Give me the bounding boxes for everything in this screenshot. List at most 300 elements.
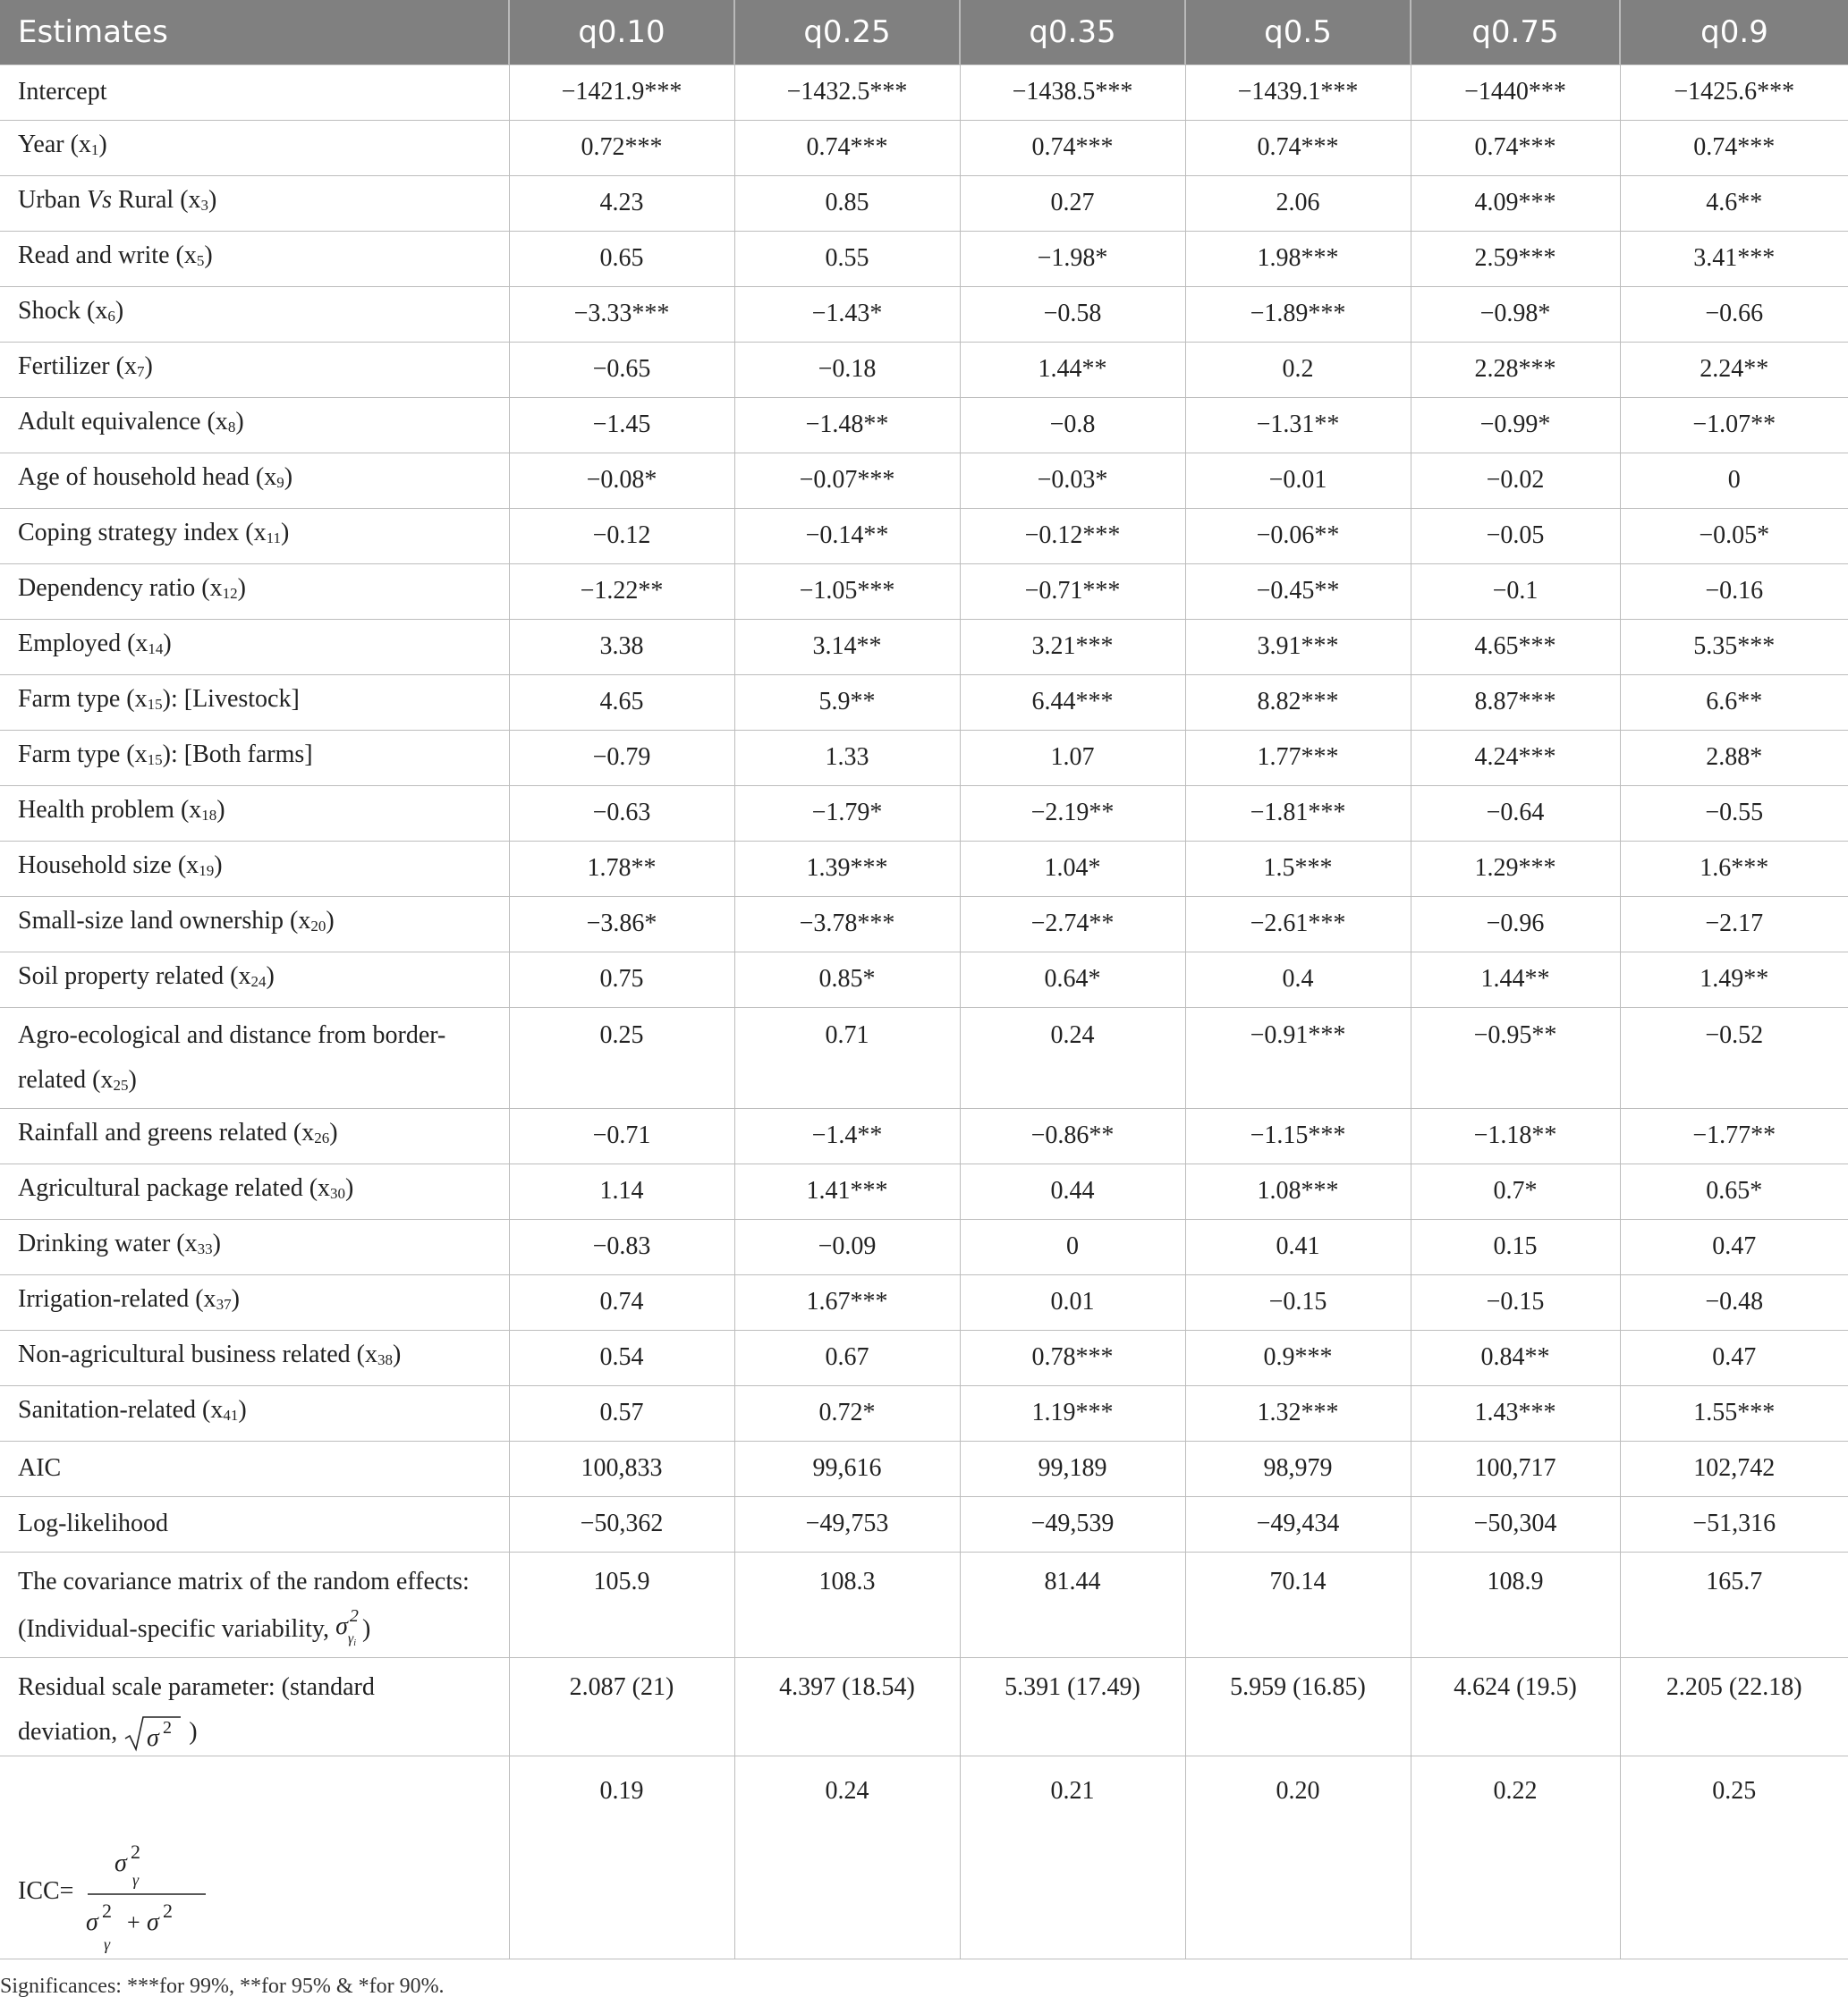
svg-text:2: 2 xyxy=(163,1899,174,1922)
estimate-cell: 6.44*** xyxy=(960,674,1185,730)
covariance-value: 81.44 xyxy=(960,1552,1185,1657)
residual-value: 4.397 (18.54) xyxy=(734,1657,960,1756)
residual-value: 2.205 (22.18) xyxy=(1620,1657,1848,1756)
row-label-text: Urban Vs Rural (x xyxy=(18,186,201,214)
icc-row xyxy=(0,1756,1848,1959)
row-label xyxy=(0,1007,509,1108)
estimate-cell: −1.22** xyxy=(509,563,734,619)
icc-label xyxy=(0,1756,509,1959)
row-label-text: Age of household head (x xyxy=(18,463,277,491)
row-label-suffix: ) xyxy=(238,1396,247,1424)
row-label xyxy=(0,1108,509,1164)
row-label xyxy=(0,952,509,1007)
table-body xyxy=(0,64,1848,1959)
estimate-cell: 100,717 xyxy=(1411,1441,1620,1496)
row-label-suffix: ) xyxy=(329,1119,338,1147)
estimate-cell: −0.71 xyxy=(509,1108,734,1164)
row-label-suffix: ) xyxy=(163,630,172,657)
estimate-cell: −0.07*** xyxy=(734,453,960,508)
row-label-text: Agro-ecological and distance from border-related (x xyxy=(18,1020,446,1094)
table-row xyxy=(0,120,1848,175)
estimate-cell: 4.6** xyxy=(1620,175,1848,231)
estimate-cell: 1.08*** xyxy=(1185,1164,1411,1219)
row-label-suffix: ) xyxy=(284,463,293,491)
estimate-cell: 0.71 xyxy=(734,1007,960,1108)
estimate-cell: 1.67*** xyxy=(734,1274,960,1330)
row-label xyxy=(0,342,509,397)
estimate-cell: 1.5*** xyxy=(1185,841,1411,896)
row-label-subscript: 9 xyxy=(276,474,284,491)
row-label xyxy=(0,841,509,896)
row-label xyxy=(0,397,509,453)
row-label-suffix: ) xyxy=(208,186,217,214)
row-label-subscript: 24 xyxy=(250,973,267,990)
estimate-cell: 0.72* xyxy=(734,1385,960,1441)
estimate-cell: −1.89*** xyxy=(1185,286,1411,342)
estimate-cell: −1.98* xyxy=(960,231,1185,286)
table-row xyxy=(0,1108,1848,1164)
estimate-cell: 0.67 xyxy=(734,1330,960,1385)
estimate-cell: 1.14 xyxy=(509,1164,734,1219)
estimate-cell: −0.8 xyxy=(960,397,1185,453)
estimate-cell: 0.24 xyxy=(960,1007,1185,1108)
estimate-cell: −1.05*** xyxy=(734,563,960,619)
estimate-cell: −1.45 xyxy=(509,397,734,453)
row-label-subscript: 11 xyxy=(266,529,281,546)
row-label-subscript: 25 xyxy=(113,1076,129,1094)
estimate-cell: 0 xyxy=(960,1219,1185,1274)
estimate-cell: −2.17 xyxy=(1620,896,1848,952)
estimate-cell: −1.79* xyxy=(734,785,960,841)
table-row xyxy=(0,563,1848,619)
estimate-cell: −1.31** xyxy=(1185,397,1411,453)
estimate-cell: −1.15*** xyxy=(1185,1108,1411,1164)
estimate-cell: 4.23 xyxy=(509,175,734,231)
svg-text:γ: γ xyxy=(104,1934,111,1953)
estimate-cell: 0.74*** xyxy=(1185,120,1411,175)
estimate-cell: 1.44** xyxy=(1411,952,1620,1007)
estimate-cell: 2.24** xyxy=(1620,342,1848,397)
row-label-suffix: ) xyxy=(98,131,107,158)
estimate-cell: −0.71*** xyxy=(960,563,1185,619)
row-label xyxy=(0,175,509,231)
svg-text:2: 2 xyxy=(102,1899,113,1922)
estimate-cell: 0.74*** xyxy=(1411,120,1620,175)
row-label-text: Farm type (x xyxy=(18,740,148,768)
estimate-cell: −1.07** xyxy=(1620,397,1848,453)
residual-value: 4.624 (19.5) xyxy=(1411,1657,1620,1756)
estimate-cell: −2.61*** xyxy=(1185,896,1411,952)
estimate-cell: −1440*** xyxy=(1411,64,1620,120)
row-label xyxy=(0,619,509,674)
estimate-cell: 0.85 xyxy=(734,175,960,231)
row-label-text: Employed (x xyxy=(18,630,148,657)
estimate-cell: −1.18** xyxy=(1411,1108,1620,1164)
estimate-cell: 3.91*** xyxy=(1185,619,1411,674)
row-label-text: Dependency ratio (x xyxy=(18,574,223,602)
row-label-text: Household size (x xyxy=(18,851,199,879)
estimate-cell: 0.74*** xyxy=(960,120,1185,175)
estimate-cell: −0.79 xyxy=(509,730,734,785)
row-label-subscript: 19 xyxy=(199,862,215,879)
row-label-text: AIC xyxy=(18,1454,62,1482)
table-row xyxy=(0,342,1848,397)
estimate-cell: 98,979 xyxy=(1185,1441,1411,1496)
table-row xyxy=(0,453,1848,508)
row-label-subscript: 41 xyxy=(223,1407,239,1424)
estimate-cell: 2.28*** xyxy=(1411,342,1620,397)
table-row xyxy=(0,785,1848,841)
sqrt-sigma-symbol xyxy=(123,1714,182,1753)
estimate-cell: 0.54 xyxy=(509,1330,734,1385)
row-label-suffix: ) xyxy=(231,1285,240,1313)
table-row xyxy=(0,1007,1848,1108)
estimate-cell: −0.98* xyxy=(1411,286,1620,342)
estimate-cell: 1.04* xyxy=(960,841,1185,896)
residual-label-line2: deviation, xyxy=(18,1717,118,1746)
estimate-cell: 1.32*** xyxy=(1185,1385,1411,1441)
icc-value: 0.22 xyxy=(1411,1756,1620,1959)
estimate-cell: 0.4 xyxy=(1185,952,1411,1007)
estimate-cell: −0.64 xyxy=(1411,785,1620,841)
row-label xyxy=(0,286,509,342)
table-row xyxy=(0,175,1848,231)
row-label-text: Small-size land ownership (x xyxy=(18,907,311,935)
row-label xyxy=(0,453,509,508)
table-row xyxy=(0,1385,1848,1441)
row-label-text: Irrigation-related (x xyxy=(18,1285,216,1313)
estimate-cell: −49,434 xyxy=(1185,1496,1411,1552)
row-label-subscript: 15 xyxy=(147,751,163,768)
estimate-cell: 4.09*** xyxy=(1411,175,1620,231)
estimate-cell: −1.4** xyxy=(734,1108,960,1164)
estimate-cell: −0.05* xyxy=(1620,508,1848,563)
row-label-subscript: 1 xyxy=(90,141,99,158)
covariance-row xyxy=(0,1552,1848,1657)
estimate-cell: 0.01 xyxy=(960,1274,1185,1330)
residual-value: 5.391 (17.49) xyxy=(960,1657,1185,1756)
header-q09: q0.9 xyxy=(1620,0,1848,64)
estimate-cell: −0.48 xyxy=(1620,1274,1848,1330)
estimate-cell: 3.38 xyxy=(509,619,734,674)
table-row xyxy=(0,1441,1848,1496)
table-row xyxy=(0,674,1848,730)
svg-text:σ: σ xyxy=(86,1908,99,1936)
svg-text:σ: σ xyxy=(114,1849,128,1877)
svg-text:2: 2 xyxy=(131,1840,141,1863)
estimate-cell: 0.74 xyxy=(509,1274,734,1330)
header-row xyxy=(0,0,1848,64)
covariance-label: The covariance matrix of the random effects: (Individual-specific variability, σ $^2_{\gamma_i}$ ) xyxy=(0,1552,509,1657)
row-label-suffix: ) xyxy=(114,297,124,325)
header-q035: q0.35 xyxy=(960,0,1185,64)
row-label-text: Rainfall and greens related (x xyxy=(18,1119,315,1147)
estimate-cell: −3.33*** xyxy=(509,286,734,342)
row-label-suffix: ) xyxy=(128,1065,137,1094)
estimate-cell: 0.15 xyxy=(1411,1219,1620,1274)
row-label-subscript: 3 xyxy=(200,197,209,214)
estimate-cell: −1421.9*** xyxy=(509,64,734,120)
estimate-cell: −2.74** xyxy=(960,896,1185,952)
row-label-subscript: 38 xyxy=(377,1351,393,1368)
estimate-cell: −0.03* xyxy=(960,453,1185,508)
estimate-cell: −0.02 xyxy=(1411,453,1620,508)
estimate-cell: 5.9** xyxy=(734,674,960,730)
estimate-cell: 0.47 xyxy=(1620,1219,1848,1274)
estimate-cell: −51,316 xyxy=(1620,1496,1848,1552)
row-label-subscript: 6 xyxy=(107,308,115,325)
estimate-cell: −0.65 xyxy=(509,342,734,397)
row-label-subscript: 37 xyxy=(216,1296,232,1313)
estimate-cell: −1.43* xyxy=(734,286,960,342)
estimate-cell: −0.18 xyxy=(734,342,960,397)
estimate-cell: 100,833 xyxy=(509,1441,734,1496)
covariance-label-line2: (Individual-specific variability, xyxy=(18,1614,330,1643)
row-label-text: Log-likelihood xyxy=(18,1510,168,1537)
row-label xyxy=(0,64,509,120)
estimate-cell: 2.59*** xyxy=(1411,231,1620,286)
header-estimates: Estimates xyxy=(0,0,509,64)
svg-text:σ: σ xyxy=(147,1908,160,1936)
row-label-suffix: ) xyxy=(204,241,213,269)
row-label-text: Coping strategy index (x xyxy=(18,519,267,546)
row-label xyxy=(0,1496,509,1552)
row-label-text: Health problem (x xyxy=(18,796,202,824)
table-row xyxy=(0,1274,1848,1330)
row-label-suffix: ) xyxy=(216,796,225,824)
row-label-text: Shock (x xyxy=(18,297,108,325)
estimate-cell: −1.77** xyxy=(1620,1108,1848,1164)
estimate-cell: −0.01 xyxy=(1185,453,1411,508)
row-label xyxy=(0,896,509,952)
estimate-cell: 4.65*** xyxy=(1411,619,1620,674)
icc-value: 0.19 xyxy=(509,1756,734,1959)
row-label xyxy=(0,1385,509,1441)
row-label-subscript: 15 xyxy=(147,696,163,713)
estimate-cell: 0.78*** xyxy=(960,1330,1185,1385)
svg-text:+: + xyxy=(127,1908,141,1935)
estimate-cell: −0.83 xyxy=(509,1219,734,1274)
row-label-suffix: ) xyxy=(345,1174,354,1202)
estimate-cell: −2.19** xyxy=(960,785,1185,841)
estimate-cell: −0.96 xyxy=(1411,896,1620,952)
row-label-subscript: 33 xyxy=(197,1240,213,1257)
row-label xyxy=(0,1164,509,1219)
footnote: Significances: ***for 99%, **for 95% & *for 90%. xyxy=(0,1975,445,1998)
row-label-text: Adult equivalence (x xyxy=(18,408,228,436)
estimate-cell: 1.77*** xyxy=(1185,730,1411,785)
residual-label: Residual scale parameter: (standard deviation, σ 2 ) xyxy=(0,1657,509,1756)
table-row xyxy=(0,1219,1848,1274)
row-label xyxy=(0,785,509,841)
row-label-suffix: ): [Livestock] xyxy=(162,685,300,713)
row-label-subscript: 12 xyxy=(222,585,238,602)
estimate-cell: 0.47 xyxy=(1620,1330,1848,1385)
table-row xyxy=(0,397,1848,453)
covariance-value: 70.14 xyxy=(1185,1552,1411,1657)
estimate-cell: 2.88* xyxy=(1620,730,1848,785)
estimate-cell: 0 xyxy=(1620,453,1848,508)
estimate-cell: 0.9*** xyxy=(1185,1330,1411,1385)
icc-value: 0.20 xyxy=(1185,1756,1411,1959)
sigma-gamma-symbol: σ $^2_{\gamma_i}$ xyxy=(335,1605,359,1648)
estimate-cell: 1.39*** xyxy=(734,841,960,896)
estimate-cell: −0.16 xyxy=(1620,563,1848,619)
row-label-text: Farm type (x xyxy=(18,685,148,713)
table-row xyxy=(0,508,1848,563)
row-label-text: Sanitation-related (x xyxy=(18,1396,224,1424)
estimate-cell: −0.52 xyxy=(1620,1007,1848,1108)
residual-row xyxy=(0,1657,1848,1756)
estimate-cell: 1.49** xyxy=(1620,952,1848,1007)
covariance-value: 108.9 xyxy=(1411,1552,1620,1657)
row-label-suffix: ): [Both farms] xyxy=(162,740,313,768)
estimate-cell: −0.58 xyxy=(960,286,1185,342)
estimate-cell: 0.55 xyxy=(734,231,960,286)
estimate-cell: −1432.5*** xyxy=(734,64,960,120)
row-label-subscript: 18 xyxy=(201,807,217,824)
table-row xyxy=(0,952,1848,1007)
row-label-suffix: ) xyxy=(235,408,244,436)
row-label-text: Agricultural package related (x xyxy=(18,1174,331,1202)
estimate-cell: 3.41*** xyxy=(1620,231,1848,286)
table-row xyxy=(0,619,1848,674)
estimate-cell: −0.1 xyxy=(1411,563,1620,619)
row-label-subscript: 7 xyxy=(136,363,145,380)
estimate-cell: 0.65 xyxy=(509,231,734,286)
estimate-cell: 1.98*** xyxy=(1185,231,1411,286)
residual-label-line1: Residual scale parameter: (standard xyxy=(18,1672,375,1701)
estimate-cell: −0.08* xyxy=(509,453,734,508)
header-q010: q0.10 xyxy=(509,0,734,64)
residual-value: 2.087 (21) xyxy=(509,1657,734,1756)
estimate-cell: −0.06** xyxy=(1185,508,1411,563)
estimate-cell: 2.06 xyxy=(1185,175,1411,231)
estimate-cell: 4.65 xyxy=(509,674,734,730)
estimate-cell: −0.91*** xyxy=(1185,1007,1411,1108)
estimate-cell: 1.19*** xyxy=(960,1385,1185,1441)
estimate-cell: 0.64* xyxy=(960,952,1185,1007)
estimate-cell: −0.63 xyxy=(509,785,734,841)
estimate-cell: 0.85* xyxy=(734,952,960,1007)
estimate-cell: 0.74*** xyxy=(734,120,960,175)
estimate-cell: 6.6** xyxy=(1620,674,1848,730)
row-label xyxy=(0,1274,509,1330)
table-row xyxy=(0,1330,1848,1385)
header-q075: q0.75 xyxy=(1411,0,1620,64)
estimate-cell: 3.21*** xyxy=(960,619,1185,674)
row-label-suffix: ) xyxy=(144,352,153,380)
estimate-cell: −0.45** xyxy=(1185,563,1411,619)
row-label xyxy=(0,1330,509,1385)
row-label-suffix: ) xyxy=(392,1341,402,1368)
estimate-cell: 0.75 xyxy=(509,952,734,1007)
row-label-text: Fertilizer (x xyxy=(18,352,137,380)
row-label-suffix: ) xyxy=(212,1230,221,1257)
estimate-cell: 8.82*** xyxy=(1185,674,1411,730)
row-label-suffix: ) xyxy=(266,962,275,990)
estimate-cell: −0.99* xyxy=(1411,397,1620,453)
estimate-cell: 0.84** xyxy=(1411,1330,1620,1385)
estimate-cell: −49,753 xyxy=(734,1496,960,1552)
covariance-value: 108.3 xyxy=(734,1552,960,1657)
estimate-cell: 1.33 xyxy=(734,730,960,785)
row-label-subscript: 14 xyxy=(148,640,164,657)
estimate-cell: 102,742 xyxy=(1620,1441,1848,1496)
row-label-text: Intercept xyxy=(18,78,107,106)
estimate-cell: 99,189 xyxy=(960,1441,1185,1496)
svg-text:σ: σ xyxy=(147,1724,160,1753)
row-label xyxy=(0,231,509,286)
estimate-cell: 0.2 xyxy=(1185,342,1411,397)
row-label-subscript: 30 xyxy=(330,1185,346,1202)
row-label xyxy=(0,674,509,730)
estimate-cell: −1439.1*** xyxy=(1185,64,1411,120)
row-label-text: Year (x xyxy=(18,131,91,158)
table-row xyxy=(0,1164,1848,1219)
estimate-cell: −0.95** xyxy=(1411,1007,1620,1108)
estimate-cell: −0.86** xyxy=(960,1108,1185,1164)
table-row xyxy=(0,896,1848,952)
table-row xyxy=(0,730,1848,785)
estimate-cell: −0.12 xyxy=(509,508,734,563)
svg-text:2: 2 xyxy=(163,1718,173,1739)
estimate-cell: −0.09 xyxy=(734,1219,960,1274)
estimate-cell: −0.66 xyxy=(1620,286,1848,342)
row-label-text: Non-agricultural business related (x xyxy=(18,1341,377,1368)
estimate-cell: −1.81*** xyxy=(1185,785,1411,841)
estimate-cell: 0.25 xyxy=(509,1007,734,1108)
estimate-cell: −49,539 xyxy=(960,1496,1185,1552)
row-label-subscript: 8 xyxy=(227,419,236,436)
estimate-cell: −50,362 xyxy=(509,1496,734,1552)
covariance-label-line1: The covariance matrix of the random effects: xyxy=(18,1567,470,1595)
row-label xyxy=(0,1219,509,1274)
estimate-cell: 0.65* xyxy=(1620,1164,1848,1219)
estimate-cell: −0.12*** xyxy=(960,508,1185,563)
estimate-cell: −3.78*** xyxy=(734,896,960,952)
row-label xyxy=(0,730,509,785)
estimate-cell: 1.55*** xyxy=(1620,1385,1848,1441)
estimate-cell: 0.44 xyxy=(960,1164,1185,1219)
estimate-cell: −0.14** xyxy=(734,508,960,563)
estimate-cell: 0.72*** xyxy=(509,120,734,175)
estimate-cell: 0.7* xyxy=(1411,1164,1620,1219)
row-label xyxy=(0,120,509,175)
estimate-cell: 0.74*** xyxy=(1620,120,1848,175)
row-label xyxy=(0,563,509,619)
table-row xyxy=(0,1496,1848,1552)
estimate-cell: 1.43*** xyxy=(1411,1385,1620,1441)
estimate-cell: −1.48** xyxy=(734,397,960,453)
table-row xyxy=(0,286,1848,342)
estimate-cell: −0.05 xyxy=(1411,508,1620,563)
estimate-cell: 0.57 xyxy=(509,1385,734,1441)
estimate-cell: −0.55 xyxy=(1620,785,1848,841)
header-q05: q0.5 xyxy=(1185,0,1411,64)
row-label-subscript: 20 xyxy=(310,918,326,935)
icc-value: 0.24 xyxy=(734,1756,960,1959)
row-label-subscript: 5 xyxy=(196,252,205,269)
row-label-suffix: ) xyxy=(326,907,335,935)
estimate-cell: −0.15 xyxy=(1185,1274,1411,1330)
estimate-cell: 8.87*** xyxy=(1411,674,1620,730)
header-q025: q0.25 xyxy=(734,0,960,64)
estimate-cell: −50,304 xyxy=(1411,1496,1620,1552)
residual-value: 5.959 (16.85) xyxy=(1185,1657,1411,1756)
estimate-cell: 0.41 xyxy=(1185,1219,1411,1274)
estimate-cell: 0.27 xyxy=(960,175,1185,231)
